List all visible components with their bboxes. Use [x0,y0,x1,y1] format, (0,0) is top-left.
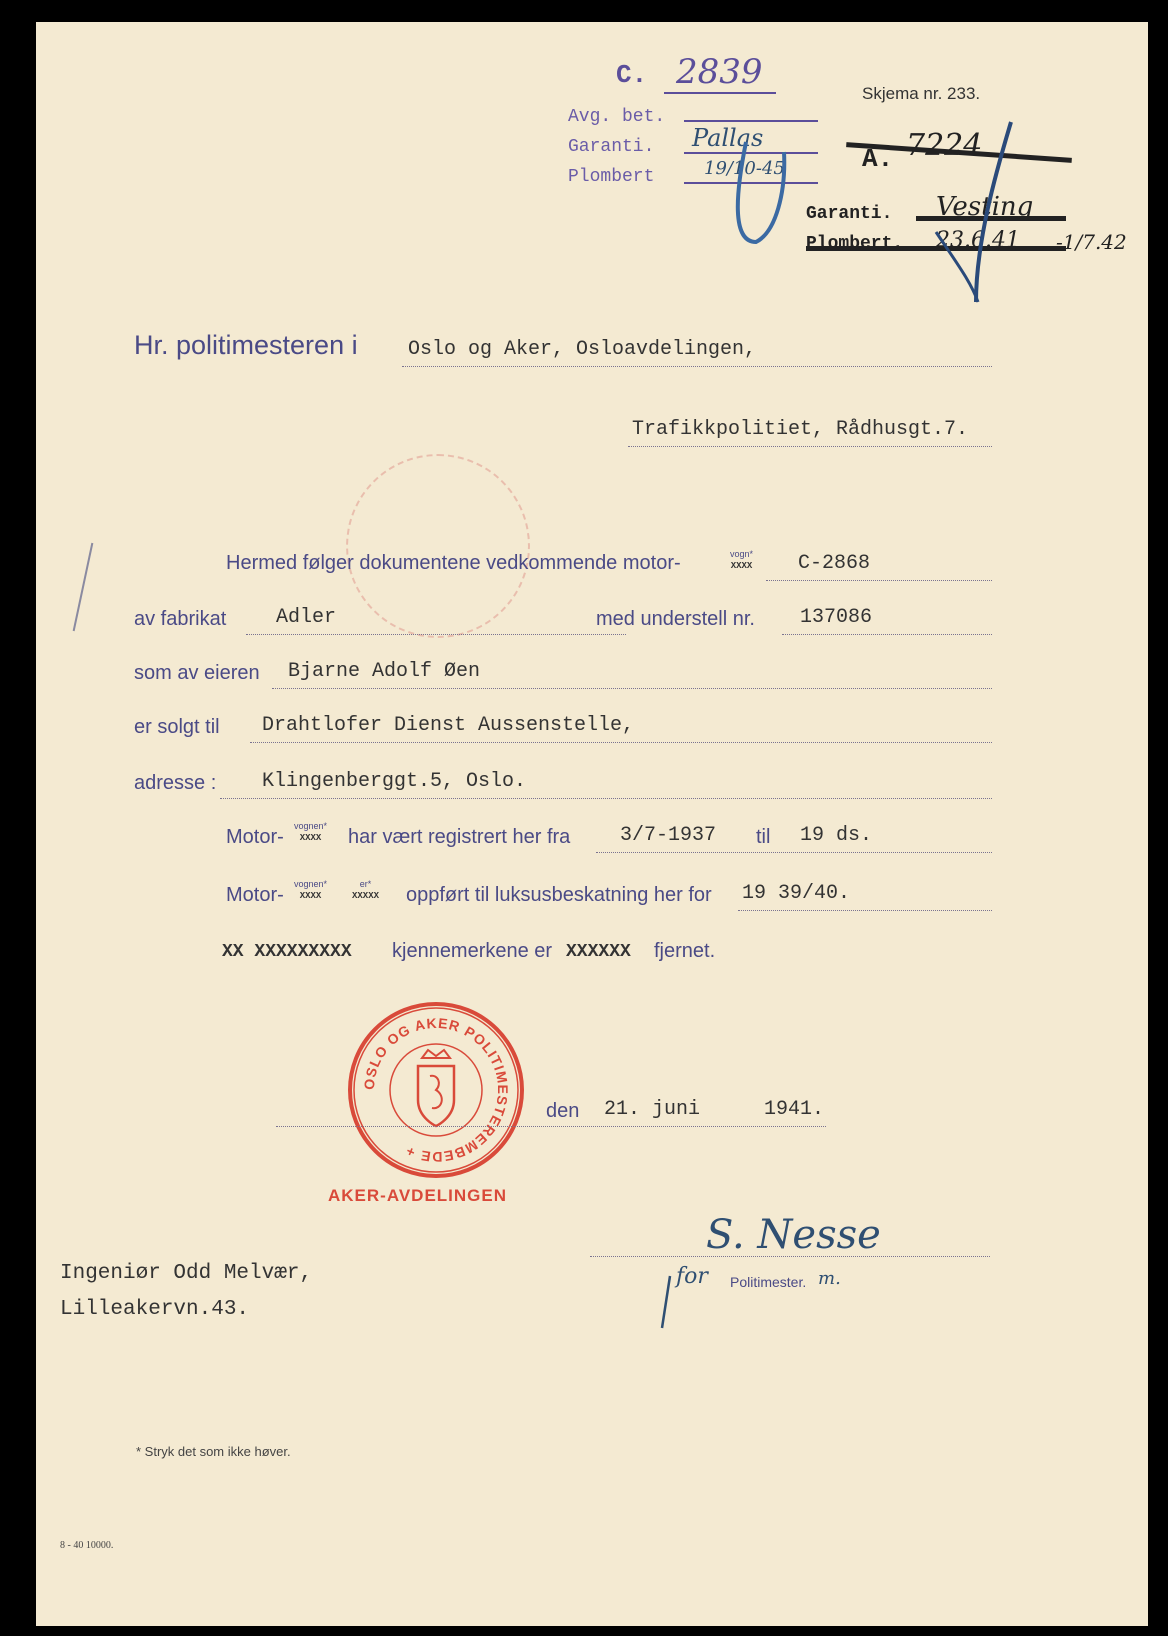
reg-rule [596,852,992,853]
faint-seal-mark [346,454,530,638]
understell-label: med understell nr. [596,608,755,630]
addressee-line2-rule [628,446,992,447]
eier-rule [272,688,992,689]
adresse-value: Klingenberggt.5, Oslo. [262,770,527,793]
fabrikat-rule [246,634,626,635]
reg-frac-bottom: XXXX [299,833,322,843]
stamp-number-underline [664,92,776,94]
stamp-check-mark [726,132,796,252]
body-frac1 [730,548,753,572]
kjenne-end: fjernet. [654,940,716,962]
recipient-line2: Lilleakervn.43. [60,1298,250,1321]
luks-frac1-bottom: XXXX [299,891,322,901]
stamp-label-garanti: Garanti. [568,137,655,157]
understell-value: 137086 [800,606,873,629]
stamp-number-prefix: C. [616,60,648,90]
reg-frac-top: vognen* [294,821,328,831]
date-rule [276,1126,826,1127]
reg-til-label: til [756,826,771,848]
vehicle-number-rule [766,580,992,581]
skjema-cross-mark [916,112,1026,312]
skjema-side-note: -1/7.42 [1056,230,1127,254]
kjenne-mid: kjennemerkene er [392,940,553,962]
svg-text:OSLO OG AKER POLITIMESTEREMBED: OSLO OG AKER POLITIMESTEREMBEDE + [360,1014,512,1166]
kjenne-struck2: XXXXXX [566,942,631,962]
signature-rule [590,1256,990,1257]
addressee-prefix: Hr. politimesteren i [134,330,358,360]
stamp-garanti-hand: Pallas [692,124,764,152]
date-year: 1941. [764,1098,825,1121]
luks-year: 19 39/40. [742,882,851,905]
addressee-line1-rule [402,366,992,367]
solgt-value: Drahtlofer Dienst Aussenstelle, [262,714,635,737]
signature-stroke [656,1272,676,1332]
document-page [36,22,1148,1626]
understell-rule [782,634,992,635]
luks-frac1-top: vognen* [294,879,328,889]
skjema-label: Skjema nr. 233. [862,84,981,103]
luks-frac2-bottom: XXXXX [352,891,380,901]
luks-mid: oppført til luksusbeskatning her for [406,884,712,906]
reg-to: 19 ds. [800,824,873,847]
skjema-plombert-hand: 23.6.41 [936,228,1020,253]
addressee-line2: Trafikkpolitiet, Rådhusgt.7. [632,418,969,441]
stamp-number-hand: 2839 [676,52,763,92]
skjema-a-prefix: A. [862,144,894,174]
seal-below-text: AKER-AVDELINGEN [328,1186,508,1205]
body-frac1-bottom: XXXX [730,561,753,571]
stamp-label-avg: Avg. bet. [568,107,666,127]
signature-title-suffix: m. [818,1268,841,1289]
reg-mid: har vært registrert her fra [348,826,571,848]
date-prefix: den [546,1100,580,1122]
body-frac1-top: vogn* [730,549,754,559]
eier-value: Bjarne Adolf Øen [288,660,481,683]
skjema-garanti-hand: Vesting [936,192,1034,222]
footnote: * Stryk det som ikke høver. [136,1444,291,1459]
reg-from: 3/7-1937 [620,824,717,847]
margin-mark [73,543,94,631]
signature-for: for [676,1264,708,1289]
body-intro: Hermed følger dokumentene vedkommende motor- [226,552,681,574]
recipient-line1: Ingeniør Odd Melvær, [60,1262,313,1285]
luks-prefix: Motor- [226,884,284,906]
reg-frac [294,820,327,844]
adresse-label: adresse : [134,772,217,794]
fabrikat-value: Adler [276,606,337,629]
print-code: 8 - 40 10000. [60,1540,114,1551]
stamp-plombert-hand: 19/10-45 [704,158,785,179]
luks-rule [738,910,992,911]
seal-ring [346,1000,526,1180]
stamp-labels [568,102,665,192]
kjenne-struck: XX XXXXXXXXX [222,942,352,962]
reg-prefix: Motor- [226,826,284,848]
stamp-label-plombert: Plombert [568,167,655,187]
date-value: 21. juni [604,1098,701,1121]
stamp-line-1 [684,120,818,122]
luks-frac2 [352,878,379,902]
adresse-rule [220,798,992,799]
skjema-garanti-label: Garanti. [806,204,893,224]
luks-frac1 [294,878,327,902]
eier-label: som av eieren [134,662,260,684]
solgt-rule [250,742,992,743]
addressee-line1: Oslo og Aker, Osloavdelingen, [408,338,757,361]
signature-title: Politimester. [730,1274,807,1290]
solgt-label: er solgt til [134,716,220,738]
fabrikat-label: av fabrikat [134,608,227,630]
signature-hand: S. Nesse [706,1212,881,1258]
vehicle-number: C-2868 [798,552,871,575]
skjema-a-hand: 7224 [906,128,983,163]
luks-frac2-top: er* [359,879,372,889]
skjema-plombert-label: Plombert. [806,234,904,254]
